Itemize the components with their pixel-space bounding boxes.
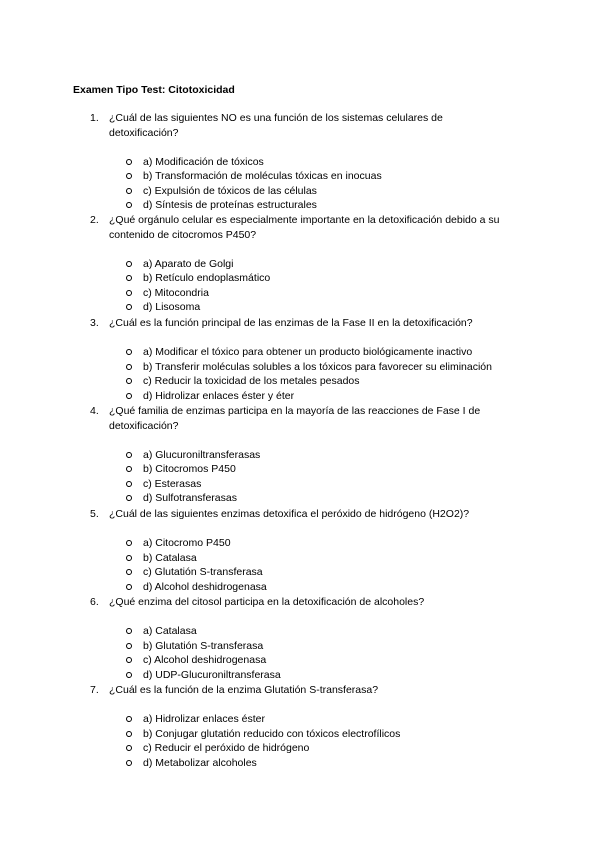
option-item (126, 271, 510, 286)
option-item (126, 462, 510, 477)
option-label: d) Sulfotransferasas (143, 492, 237, 504)
option-item (126, 741, 510, 756)
option-label: d) Lisosoma (143, 301, 201, 313)
circle-bullet-icon (126, 643, 132, 649)
option-label: b) Transformación de moléculas tóxicas en inocuas (143, 170, 382, 182)
option-label: a) Aparato de Golgi (143, 257, 234, 270)
options-list (126, 155, 510, 213)
option-label: c) Reducir la toxicidad de los metales pesados (143, 375, 360, 387)
option-label: c) Alcohol deshidrogenasa (143, 654, 267, 666)
circle-bullet-icon (126, 364, 132, 370)
option-label: d) Metabolizar alcoholes (143, 756, 257, 769)
option-label: a) Citocromo P450 (143, 537, 231, 549)
circle-bullet-icon (126, 540, 132, 546)
options-list (126, 624, 510, 682)
option-label: c) Expulsión de tóxicos de las células (143, 184, 317, 197)
option-label: a) Glucuroniltransferasas (143, 448, 261, 461)
option-item (126, 345, 510, 360)
option-item (126, 184, 510, 199)
circle-bullet-icon (126, 173, 132, 179)
options-list (126, 536, 510, 594)
question-number: 5. (90, 508, 99, 520)
option-label: b) Citocromos P450 (143, 463, 236, 475)
question-text: ¿Cuál es la función de la enzima Glutatión S-transferasa? (109, 684, 379, 696)
circle-bullet-icon (126, 569, 132, 575)
circle-bullet-icon (126, 393, 132, 399)
option-label: b) Glutatión S-transferasa (143, 639, 264, 652)
circle-bullet-icon (126, 731, 132, 737)
option-item (126, 198, 510, 213)
option-label: a) Modificar el tóxico para obtener un producto biológicamente inactivo (143, 346, 473, 358)
option-item (126, 389, 510, 404)
option-label: a) Hidrolizar enlaces éster (143, 713, 265, 725)
option-label: a) Modificación de tóxicos (143, 155, 264, 168)
option-label: b) Transferir moléculas solubles a los tóxicos para favorecer su eliminación (143, 360, 492, 373)
option-item (126, 448, 510, 463)
question-text: ¿Qué orgánulo celular es especialmente importante en la detoxificación debido a su contenido de citocromos P450? (109, 214, 500, 241)
circle-bullet-icon (126, 466, 132, 472)
option-item (126, 491, 510, 506)
circle-bullet-icon (126, 584, 132, 590)
question-7 (90, 683, 510, 770)
circle-bullet-icon (126, 555, 132, 561)
option-item (126, 257, 510, 272)
question-text: ¿Cuál es la función principal de las enzimas de la Fase II en la detoxificación? (109, 317, 473, 329)
question-text: ¿Qué familia de enzimas participa en la mayoría de las reacciones de Fase I de detoxificación? (109, 405, 481, 432)
option-item (126, 536, 510, 551)
options-list (126, 257, 510, 315)
page-title: Examen Tipo Test: Citotoxicidad (73, 84, 235, 96)
circle-bullet-icon (126, 760, 132, 766)
option-label: c) Mitocondria (143, 286, 209, 299)
question-number: 3. (90, 317, 99, 329)
question-number: 4. (90, 405, 99, 417)
circle-bullet-icon (126, 495, 132, 501)
option-label: b) Catalasa (143, 551, 197, 564)
question-6 (90, 595, 510, 682)
option-item (126, 639, 510, 654)
option-item (126, 551, 510, 566)
circle-bullet-icon (126, 657, 132, 663)
option-label: d) Hidrolizar enlaces éster y éter (143, 389, 295, 402)
circle-bullet-icon (126, 202, 132, 208)
options-list (126, 712, 510, 770)
option-item (126, 653, 510, 668)
option-item (126, 286, 510, 301)
option-label: d) Síntesis de proteínas estructurales (143, 199, 317, 211)
circle-bullet-icon (126, 188, 132, 194)
circle-bullet-icon (126, 481, 132, 487)
circle-bullet-icon (126, 261, 132, 267)
options-list (126, 448, 510, 506)
option-item (126, 169, 510, 184)
circle-bullet-icon (126, 304, 132, 310)
option-label: c) Glutatión S-transferasa (143, 566, 263, 578)
option-item (126, 727, 510, 742)
options-list (126, 345, 510, 403)
question-5 (90, 507, 510, 594)
question-2 (90, 213, 510, 315)
option-item (126, 580, 510, 595)
option-label: b) Conjugar glutatión reducido con tóxicos electrofílicos (143, 727, 401, 740)
question-text: ¿Cuál de las siguientes NO es una función de los sistemas celulares de detoxificación? (109, 112, 443, 139)
option-item (126, 360, 510, 375)
option-item (126, 477, 510, 492)
option-item (126, 668, 510, 683)
option-label: a) Catalasa (143, 625, 197, 637)
option-label: c) Reducir el peróxido de hidrógeno (143, 742, 310, 754)
option-item (126, 374, 510, 389)
circle-bullet-icon (126, 716, 132, 722)
option-item (126, 756, 510, 771)
option-label: d) Alcohol deshidrogenasa (143, 580, 267, 593)
question-number: 2. (90, 214, 99, 226)
question-text: ¿Qué enzima del citosol participa en la detoxificación de alcoholes? (109, 596, 425, 608)
circle-bullet-icon (126, 290, 132, 296)
circle-bullet-icon (126, 672, 132, 678)
option-item (126, 565, 510, 580)
option-label: c) Esterasas (143, 477, 202, 490)
question-number: 7. (90, 684, 99, 696)
option-item (126, 155, 510, 170)
question-3 (90, 316, 510, 403)
circle-bullet-icon (126, 159, 132, 165)
option-label: d) UDP-Glucuroniltransferasa (143, 668, 281, 681)
option-item (126, 624, 510, 639)
question-4 (90, 404, 510, 506)
circle-bullet-icon (126, 378, 132, 384)
option-item (126, 300, 510, 315)
question-number: 1. (90, 112, 99, 124)
circle-bullet-icon (126, 745, 132, 751)
option-item (126, 712, 510, 727)
circle-bullet-icon (126, 349, 132, 355)
question-1 (90, 111, 510, 213)
circle-bullet-icon (126, 452, 132, 458)
circle-bullet-icon (126, 628, 132, 634)
circle-bullet-icon (126, 275, 132, 281)
question-text: ¿Cuál de las siguientes enzimas detoxifica el peróxido de hidrógeno (H2O2)? (109, 508, 470, 520)
option-label: b) Retículo endoplasmático (143, 272, 271, 284)
question-number: 6. (90, 596, 99, 608)
